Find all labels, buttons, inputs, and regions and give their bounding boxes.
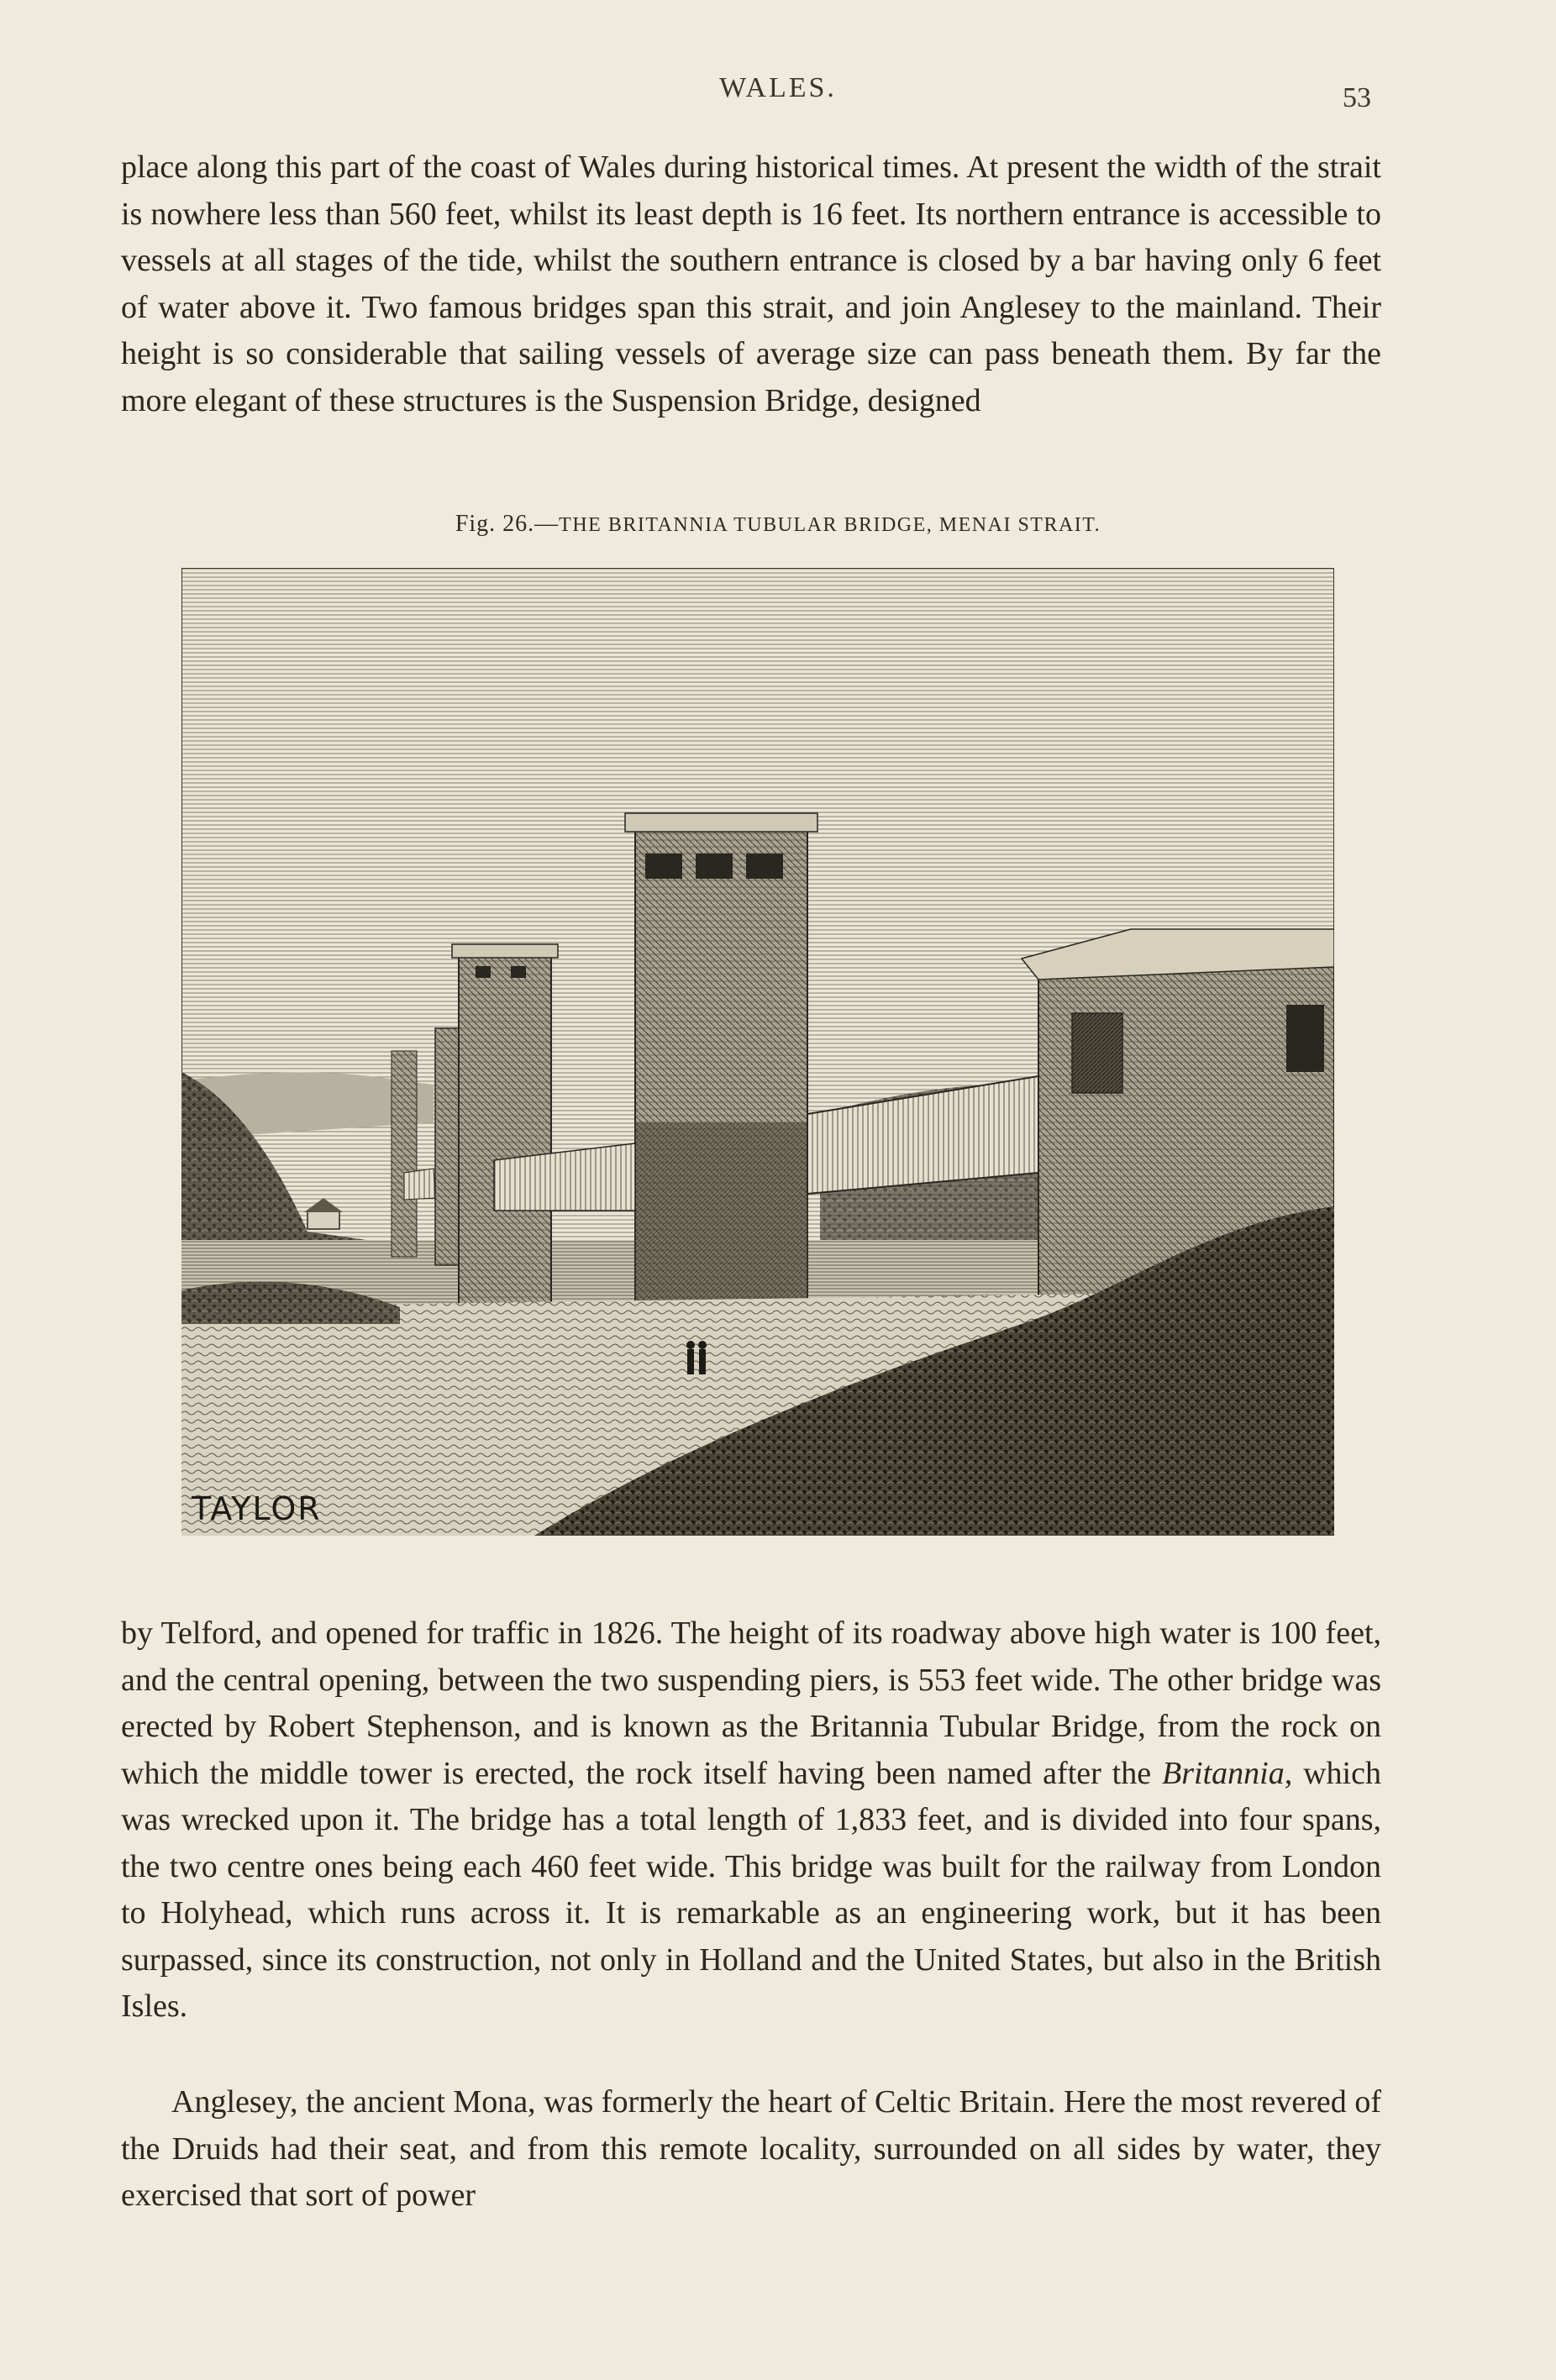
tablet-plaque <box>1072 1013 1122 1093</box>
middle-tower <box>459 950 551 1307</box>
page-number: 53 <box>1343 82 1371 113</box>
bridge-engraving <box>181 568 1334 1536</box>
engraver-signature: TAYLOR <box>192 1490 322 1527</box>
running-head: WALES. <box>719 72 837 103</box>
paragraph-3: Anglesey, the ancient Mona, was formerly the heart of Celtic Britain. Here the most revered of the Druids had their seat, and from this remote locality, surrounded on all sides by water, they exercised that sort of power <box>121 2084 1381 2213</box>
ship-name-italic: Britannia, <box>1162 1755 1293 1791</box>
cottage <box>308 1211 339 1229</box>
paragraph-2 <box>121 1610 1381 2031</box>
paragraph-2-text-b: which was wrecked upon it. The bridge has a total length of 1,833 feet, and is divided into four spans, the two centre ones being each 460 feet wide. This bridge was built for the railway from London to Holyhead, which runs across it. It is remarkable as an engineering work, but it has been surpassed, since its construction, not only in Holland and the United States, but also in the British Isles. <box>121 1755 1381 2024</box>
figure-person-1 <box>687 1349 694 1374</box>
figure-person-2 <box>699 1349 706 1374</box>
engraving-illustration <box>181 568 1334 1536</box>
figure-caption <box>0 511 1556 538</box>
paragraph-1: place along this part of the coast of Wales during historical times. At present the width of the strait is nowhere less than 560 feet, whilst its least depth is 16 feet. Its northern entrance is accessible to vessels at all stages of the tide, whilst the southern entrance is closed by a bar having only 6 feet of water above it. Two famous bridges span this strait, and join Anglesey to the mainland. Their height is so considerable that sailing vessels of average size can pass beneath them. By far the more elegant of these structures is the Suspension Bridge, designed <box>121 150 1381 418</box>
caption-title: THE BRITANNIA TUBULAR BRIDGE, MENAI STRAIT. <box>559 514 1101 536</box>
paragraph-2-text-a: by Telford, and opened for traffic in 1826. The height of its roadway above high water is 100 feet, and the central opening, between the two suspending piers, is 553 feet wide. The other bridge was erected by Robert Stephenson, and is known as the Britannia Tubular Bridge, from the rock on which the middle tower is erected, the rock itself having been named after the <box>121 1616 1381 1791</box>
caption-prefix: Fig. 26.— <box>455 511 560 537</box>
